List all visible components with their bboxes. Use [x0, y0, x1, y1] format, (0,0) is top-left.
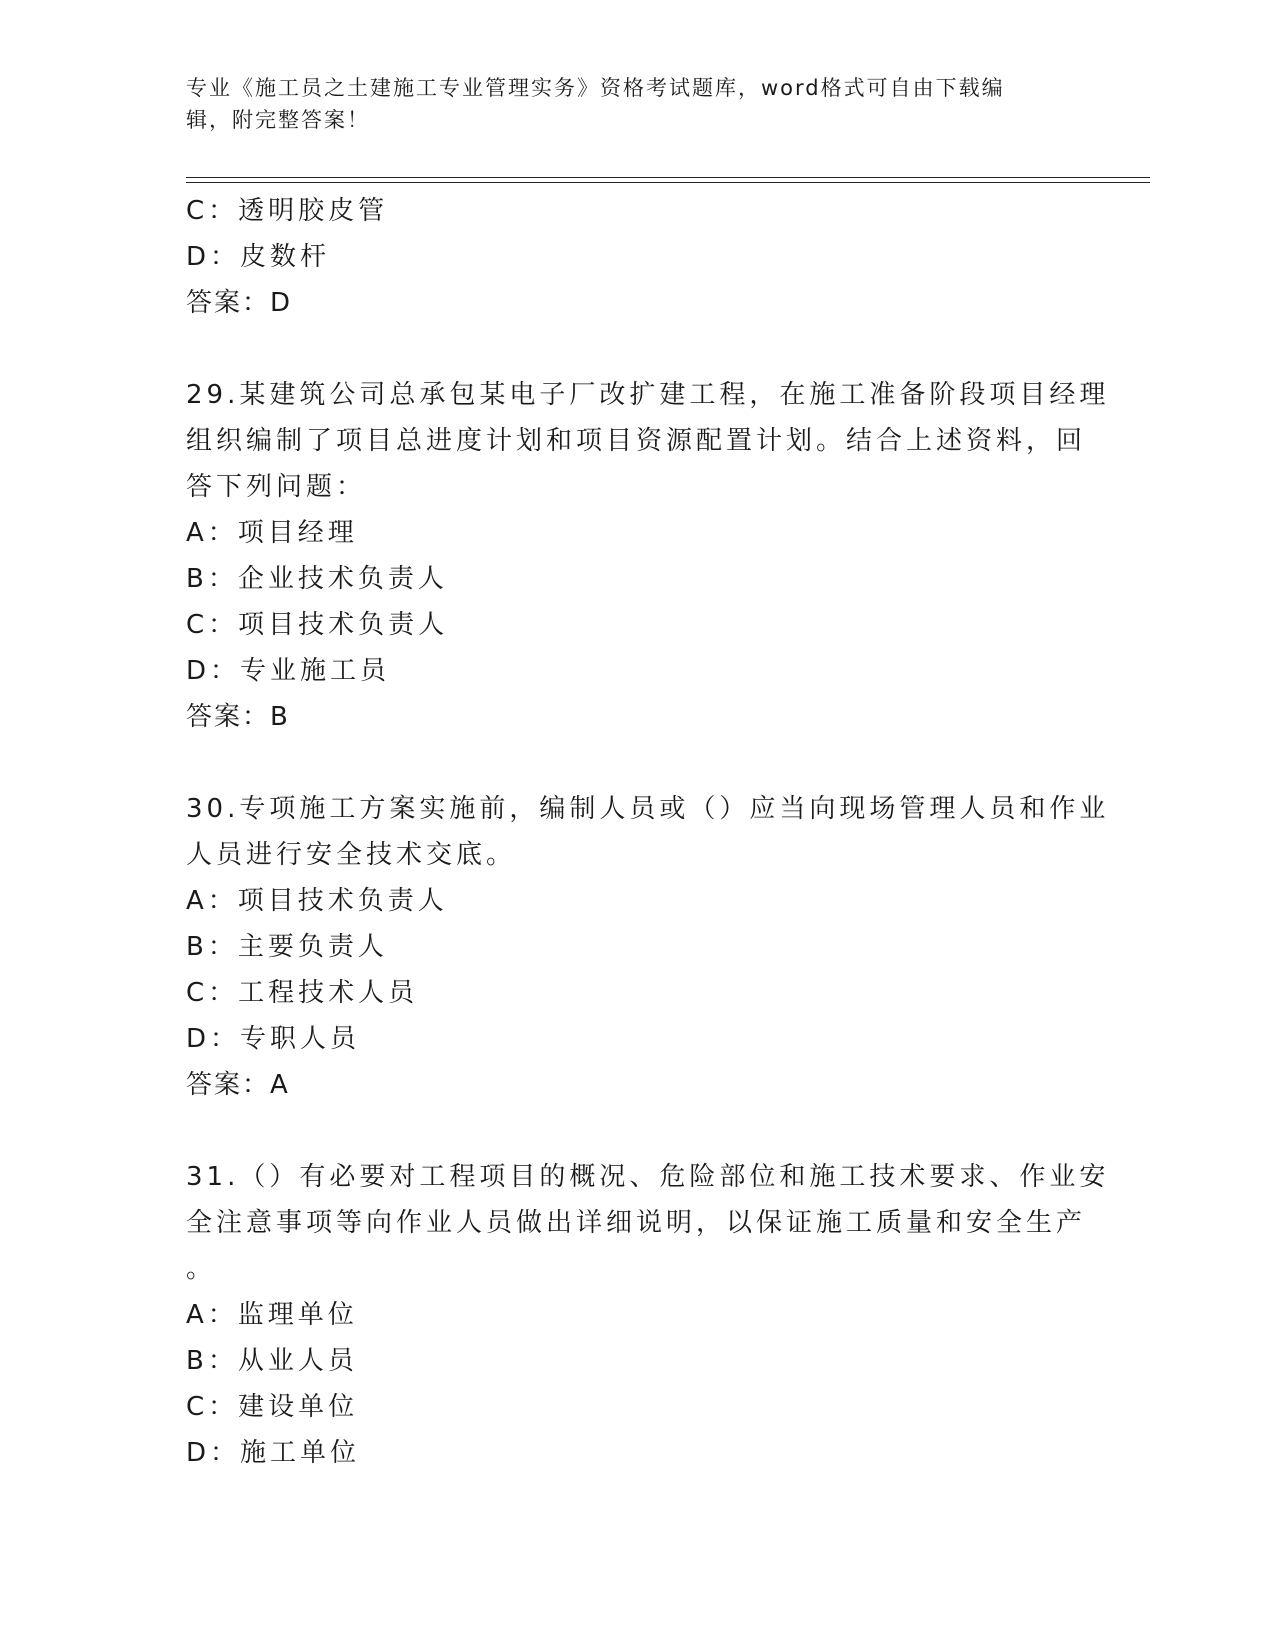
option-b: B：企业技术负责人 [186, 564, 448, 594]
question-stem-line: 30.专项施工方案实施前，编制人员或（）应当向现场管理人员和作业 [186, 794, 1110, 824]
answer: 答案：D [186, 288, 293, 318]
header-divider-top [186, 177, 1150, 178]
header-line-2: 辑，附完整答案！ [186, 108, 370, 132]
question-stem-line: 。 [186, 1254, 217, 1284]
answer: 答案：A [186, 1070, 290, 1100]
spacer [186, 740, 1086, 786]
document-header [186, 72, 1076, 136]
spacer [186, 326, 1086, 372]
answer: 答案：B [186, 702, 290, 732]
option-a: A：项目技术负责人 [186, 886, 448, 916]
spacer [186, 1108, 1086, 1154]
question-stem-line: 答下列问题： [186, 472, 367, 502]
option-c: C：建设单位 [186, 1392, 359, 1422]
option-c: C：工程技术人员 [186, 978, 419, 1008]
option-b: B：从业人员 [186, 1346, 358, 1376]
question-31 [186, 1154, 1110, 1476]
question-list [186, 188, 1110, 1476]
option-a: A：监理单位 [186, 1300, 358, 1330]
header-divider-bottom [186, 182, 1150, 183]
question-stem-line: 全注意事项等向作业人员做出详细说明，以保证施工质量和安全生产 [186, 1208, 1087, 1238]
option-d: D：专业施工员 [186, 656, 391, 686]
question-stem-line: 组织编制了项目总进度计划和项目资源配置计划。结合上述资料，回 [186, 426, 1087, 456]
option-a: A：项目经理 [186, 518, 358, 548]
previous-question [186, 188, 1086, 326]
option-c: C：项目技术负责人 [186, 610, 449, 640]
question-29 [186, 372, 1110, 740]
option-c: C：透明胶皮管 [186, 196, 389, 226]
option-d: D：专职人员 [186, 1024, 361, 1054]
option-b: B：主要负责人 [186, 932, 388, 962]
option-d: D：皮数杆 [186, 242, 331, 272]
question-stem-line: 31.（）有必要对工程项目的概况、危险部位和施工技术要求、作业安 [186, 1162, 1110, 1192]
question-30 [186, 786, 1110, 1108]
option-d: D：施工单位 [186, 1438, 361, 1468]
question-stem-line: 人员进行安全技术交底。 [186, 840, 517, 870]
question-stem-line: 29.某建筑公司总承包某电子厂改扩建工程，在施工准备阶段项目经理 [186, 380, 1110, 410]
header-line-1: 专业《施工员之土建施工专业管理实务》资格考试题库，word格式可自由下载编 [186, 76, 1005, 100]
